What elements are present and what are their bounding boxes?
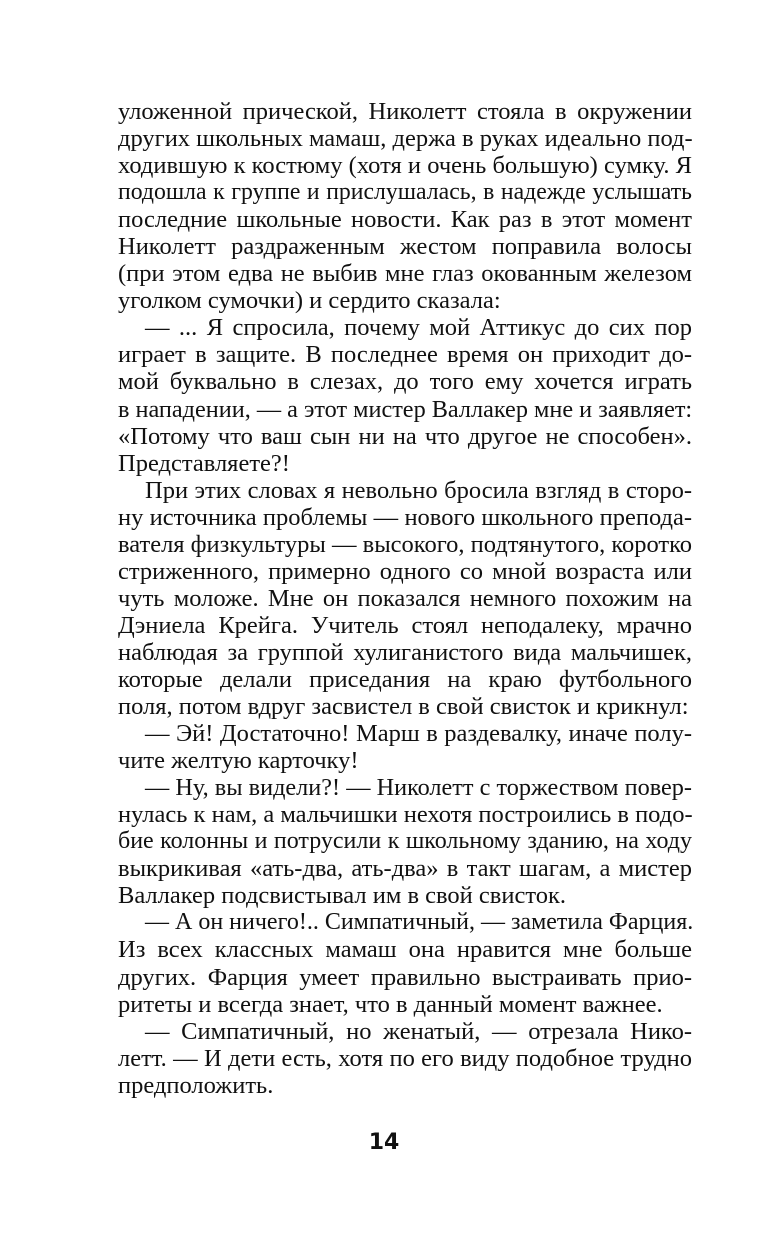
text-line: последние школьные новости. Как раз в этот момент — [118, 206, 692, 234]
page-body — [118, 98, 692, 1099]
paragraph — [118, 774, 692, 909]
text-line: в нападении, — а этот мистер Валлакер мне и заявляет: — [118, 395, 693, 423]
text-line: ритеты и всегда знает, что в данный момент важнее. — [118, 990, 663, 1018]
text-line: ну источника проблемы — нового школьного препода- — [118, 503, 692, 531]
text-line: мой буквально в слезах, до того ему хочется играть — [118, 368, 692, 396]
text-line: чите желтую карточку! — [118, 747, 359, 775]
text-line: Николетт раздраженным жестом поправила волосы — [118, 233, 692, 261]
text-line: — ... Я спросила, почему мой Аттикус до сих пор — [145, 314, 692, 342]
text-line: стриженного, примерно одного со мной возраста или — [118, 557, 692, 585]
text-line: Валлакер подсвистывал им в свой свисток. — [118, 882, 566, 910]
text-line: чуть моложе. Мне он показался немного похожим на — [118, 584, 692, 612]
text-line: — А он ничего!.. Симпатичный, — заметила Фарция. — [145, 909, 694, 936]
text-line: других. Фарция умеет правильно выстраивать прио- — [118, 963, 692, 991]
text-line: поля, потом вдруг засвистел в свой свисток и крикнул: — [118, 693, 689, 721]
text-line: наблюдая за группой хулиганистого вида мальчишек, — [118, 638, 692, 666]
paragraph — [118, 909, 692, 1017]
paragraph — [118, 477, 692, 720]
text-line: уложенной прической, Николетт стояла в окружении — [118, 98, 692, 125]
text-line: — Ну, вы видели?! — Николетт с торжеством повер- — [145, 774, 692, 802]
text-line: Представляете?! — [118, 449, 290, 477]
paragraph — [118, 314, 692, 476]
paragraph — [118, 1018, 692, 1099]
paragraph — [118, 720, 692, 774]
text-line: Дэниела Крейга. Учитель стоял неподалеку, мрачно — [118, 611, 692, 639]
text-line: подошла к группе и прислушалась, в надежде услышать — [118, 179, 692, 206]
text-line: — Эй! Достаточно! Марш в раздевалку, иначе полу- — [145, 720, 692, 748]
text-line: предположить. — [118, 1071, 274, 1099]
text-line: ходившую к костюму (хотя и очень большую) сумку. Я — [118, 152, 692, 180]
paragraph — [118, 98, 692, 314]
text-line: других школьных мамаш, держа в руках идеально под- — [118, 125, 693, 153]
text-line: (при этом едва не выбив мне глаз окованным железом — [118, 260, 692, 288]
text-line: выкрикивая «ать-два, ать-два» в такт шагам, а мистер — [118, 855, 692, 883]
text-line: При этих словах я невольно бросила взгляд в сторо- — [145, 476, 692, 504]
text-line: летт. — И дети есть, хотя по его виду подобное трудно — [118, 1044, 692, 1072]
page-number: 14 — [368, 1130, 400, 1155]
text-line: бие колонны и потрусили к школьному зданию, на ходу — [118, 828, 692, 855]
text-line: которые делали приседания на краю футбольного — [118, 665, 692, 693]
text-line: вателя физкультуры — высокого, подтянутого, коротко — [118, 530, 693, 558]
text-line: «Потому что ваш сын ни на что другое не способен». — [118, 422, 692, 450]
text-line: — Симпатичный, но женатый, — отрезала Нико- — [145, 1017, 692, 1045]
text-line: Из всех классных мамаш она нравится мне больше — [118, 936, 692, 964]
text-line: нулась к нам, а мальчишки нехотя построились в подо- — [118, 801, 693, 829]
text-line: уголком сумочки) и сердито сказала: — [118, 287, 501, 315]
text-line: играет в защите. В последнее время он приходит до- — [118, 341, 692, 369]
